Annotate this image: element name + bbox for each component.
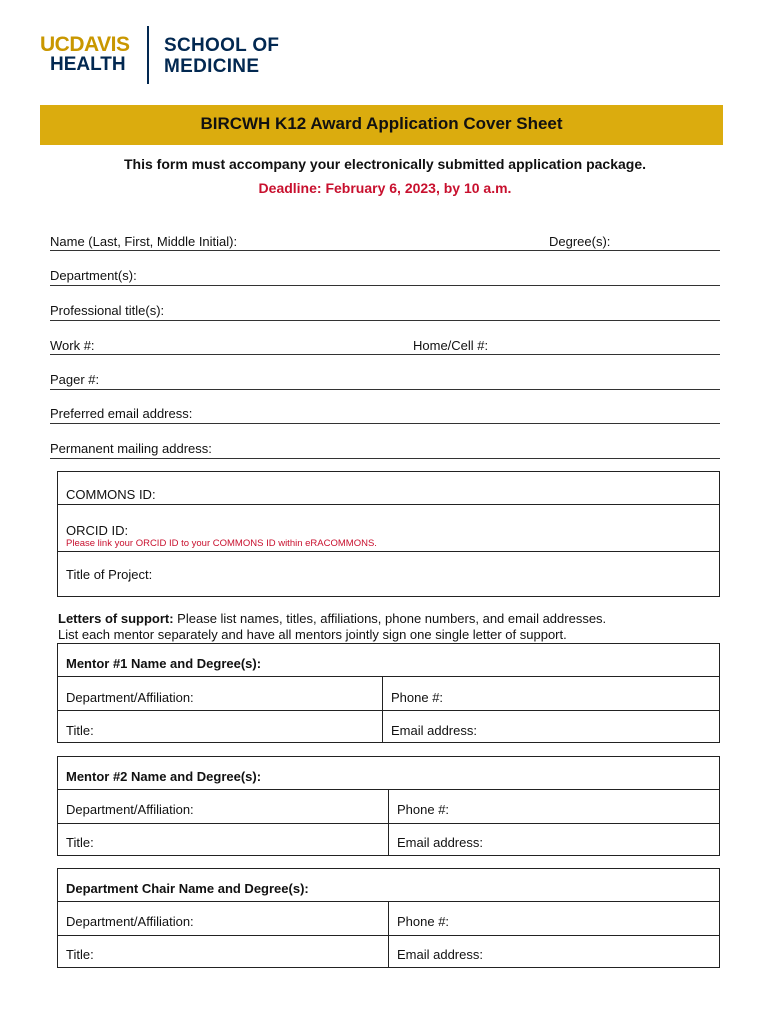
chair-name-field[interactable]: Department Chair Name and Degree(s):: [66, 881, 309, 896]
email-label: Preferred email address:: [50, 406, 193, 421]
orcid-note: Please link your ORCID ID to your COMMONS ID within eRACOMMONS.: [66, 538, 377, 549]
mentor2-department-field[interactable]: Department/Affiliation:: [66, 802, 194, 817]
work-phone-label: Work #:: [50, 338, 95, 353]
mentor2-email-field[interactable]: Email address:: [397, 835, 483, 850]
name-field[interactable]: [50, 250, 720, 251]
divider: [382, 676, 383, 743]
pager-field[interactable]: [50, 389, 720, 390]
logo-divider: [147, 26, 149, 84]
mailing-address-field[interactable]: [50, 458, 720, 459]
divider: [57, 551, 720, 552]
divider: [57, 676, 720, 677]
mentor1-phone-field[interactable]: Phone #:: [391, 690, 444, 705]
mentor1-department-field[interactable]: Department/Affiliation:: [66, 690, 194, 705]
letters-text-line2: List each mentor separately and have all mentors jointly sign one single letter of support.: [58, 627, 567, 642]
name-label: Name (Last, First, Middle Initial):: [50, 234, 238, 249]
home-cell-label: Home/Cell #:: [413, 338, 489, 353]
form-instructions: This form must accompany your electronically submitted application package.: [123, 156, 647, 172]
letters-of-support-instructions: [58, 611, 718, 643]
logo-school-of: SCHOOL OF: [164, 35, 280, 56]
pager-label: Pager #:: [50, 372, 100, 387]
deadline-text: Deadline: February 6, 2023, by 10 a.m.: [258, 180, 512, 196]
logo-ucdavis: UCDAVIS: [40, 33, 130, 56]
logo-health: HEALTH: [50, 54, 126, 75]
orcid-id-field[interactable]: ORCID ID:: [66, 523, 129, 538]
mentor2-phone-field[interactable]: Phone #:: [397, 802, 450, 817]
divider: [388, 789, 389, 856]
ids-box: [57, 471, 720, 597]
commons-id-field[interactable]: COMMONS ID:: [66, 487, 156, 502]
divider: [57, 504, 720, 505]
chair-email-field[interactable]: Email address:: [397, 947, 483, 962]
project-title-field[interactable]: Title of Project:: [66, 567, 153, 582]
degrees-label: Degree(s):: [549, 234, 611, 249]
letters-text: Please list names, titles, affiliations, phone numbers, and email addresses.: [173, 611, 607, 626]
chair-title-field[interactable]: Title:: [66, 947, 94, 962]
logo-medicine: MEDICINE: [164, 56, 260, 77]
phone-field[interactable]: [50, 354, 720, 355]
divider: [57, 710, 720, 711]
mentor1-title-field[interactable]: Title:: [66, 723, 94, 738]
email-field[interactable]: [50, 423, 720, 424]
professional-title-label: Professional title(s):: [50, 303, 165, 318]
department-label: Department(s):: [50, 268, 137, 283]
letters-label: Letters of support:: [58, 611, 174, 626]
divider: [388, 901, 389, 968]
department-field[interactable]: [50, 285, 720, 286]
mentor1-name-field[interactable]: Mentor #1 Name and Degree(s):: [66, 656, 262, 671]
chair-phone-field[interactable]: Phone #:: [397, 914, 450, 929]
mentor1-email-field[interactable]: Email address:: [391, 723, 477, 738]
mailing-address-label: Permanent mailing address:: [50, 441, 212, 456]
professional-title-field[interactable]: [50, 320, 720, 321]
page-title: BIRCWH K12 Award Application Cover Sheet: [200, 114, 563, 133]
mentor2-title-field[interactable]: Title:: [66, 835, 94, 850]
mentor2-name-field[interactable]: Mentor #2 Name and Degree(s):: [66, 769, 262, 784]
chair-department-field[interactable]: Department/Affiliation:: [66, 914, 194, 929]
